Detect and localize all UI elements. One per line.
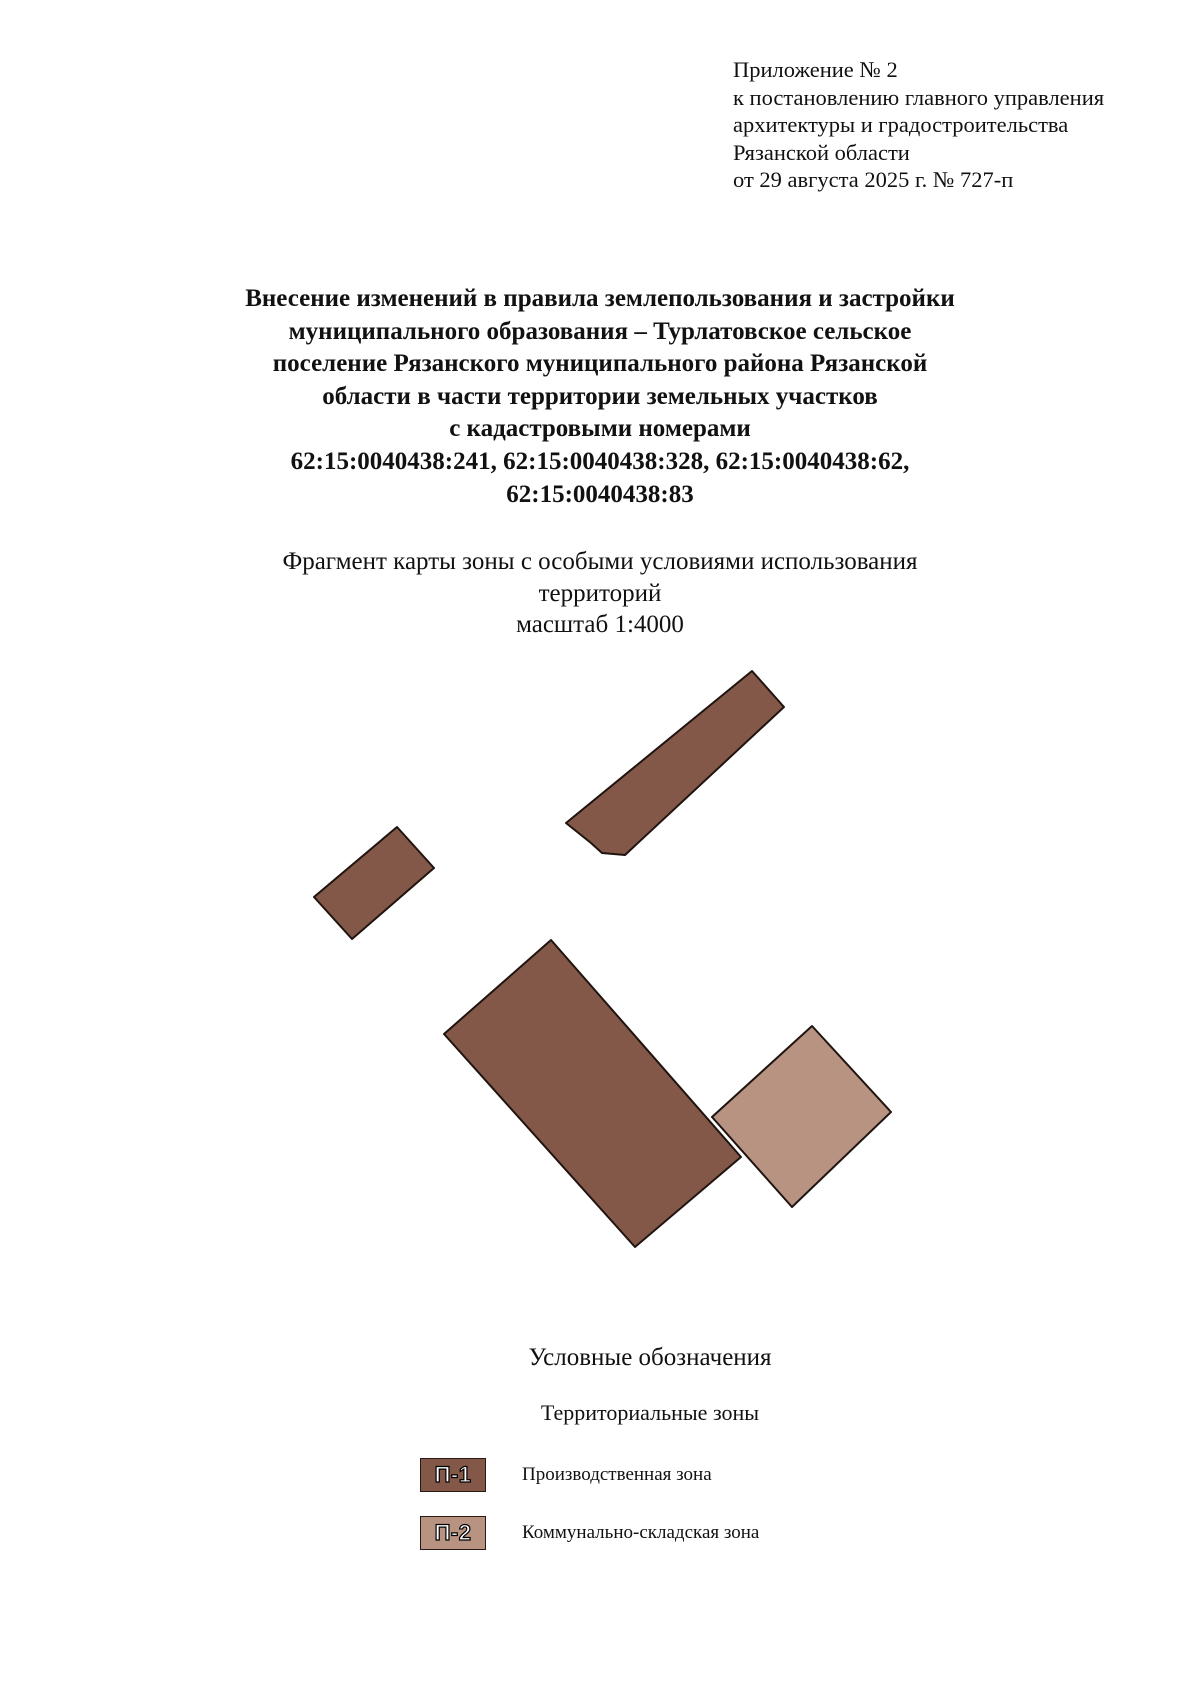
zone-parcel-p1-large [444, 940, 741, 1247]
legend-item-p1 [420, 1457, 712, 1493]
zone-parcel-p1-west [314, 827, 434, 939]
legend-title: Условные обозначения [528, 1344, 772, 1371]
legend-item-p2 [420, 1515, 759, 1551]
title-line: Внесение изменений в правила землепользования и застройки [245, 285, 955, 312]
zone-parcel-p2 [712, 1026, 891, 1207]
scale-label: масштаб 1:4000 [516, 611, 684, 638]
legend-label-p2: Коммунально-складская зона [522, 1522, 760, 1543]
appendix-line: архитектуры и градостроительства [733, 112, 1069, 137]
title-line: муниципального образования – Турлатовское сельское [288, 317, 912, 345]
legend-group-title: Территориальные зоны [540, 1400, 760, 1425]
appendix-line: к постановлению главного управления [733, 84, 1105, 110]
zone-parcel-p1-north [566, 671, 784, 855]
legend-swatch-p2: П-2 [420, 1516, 486, 1550]
title-line: с кадастровыми номерами [449, 415, 751, 443]
title-line: 62:15:0040438:83 [506, 480, 694, 508]
appendix-line: Приложение № 2 [733, 57, 898, 82]
title-line: поселение Рязанского муниципального района Рязанской [272, 350, 928, 378]
legend-swatch-p1: П-1 [420, 1458, 486, 1492]
title-line: области в части территории земельных участков [322, 382, 878, 410]
caption-line: территорий [538, 579, 662, 607]
caption-line: Фрагмент карты зоны с особыми условиями использования [282, 548, 918, 575]
appendix-line: Рязанской области [733, 139, 910, 165]
title-line: 62:15:0040438:241, 62:15:0040438:328, 62:15:0040438:62, [290, 447, 910, 475]
legend-label-p1: Производственная зона [522, 1464, 712, 1485]
appendix-line: от 29 августа 2025 г. № 727-п [733, 167, 1014, 192]
